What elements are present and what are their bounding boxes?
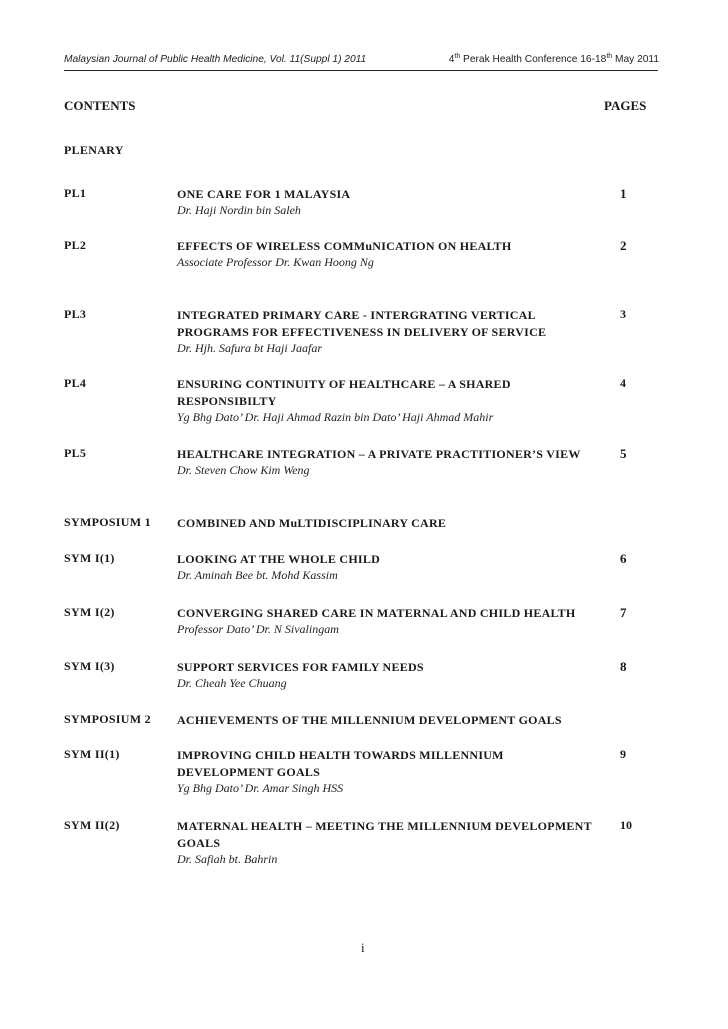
entry-author: Dr. Steven Chow Kim Weng: [177, 463, 310, 477]
entry-author: Associate Professor Dr. Kwan Hoong Ng: [177, 255, 374, 269]
entry-title: ONE CARE FOR 1 MALAYSIA: [177, 187, 351, 201]
entry-title: INTEGRATED PRIMARY CARE - INTERGRATING VERTICAL PROGRAMS FOR EFFECTIVENESS IN DELIVERY OF SERVICE: [177, 308, 547, 339]
entry-code: SYM I(2): [64, 605, 115, 619]
entry-author: Dr. Cheah Yee Chuang: [177, 676, 287, 690]
entry-title: HEALTHCARE INTEGRATION – A PRIVATE PRACTITIONER’S VIEW: [177, 447, 581, 461]
entry-title: MATERNAL HEALTH – MEETING THE MILLENNIUM DEVELOPMENT GOALS: [177, 819, 592, 850]
entry-code: PL1: [64, 186, 87, 200]
entry-code: PL2: [64, 238, 87, 252]
entry-title: ENSURING CONTINUITY OF HEALTHCARE – A SHARED RESPONSIBILTY: [177, 377, 511, 408]
pages-heading: PAGES: [604, 98, 647, 113]
entry-page-number: 3: [620, 307, 626, 321]
entry-title: CONVERGING SHARED CARE IN MATERNAL AND CHILD HEALTH: [177, 606, 576, 620]
entry-code: SYM II(1): [64, 747, 120, 761]
entry-author: Dr. Hjh. Safura bt Haji Jaafar: [177, 341, 323, 355]
symposium-title: ACHIEVEMENTS OF THE MILLENNIUM DEVELOPMENT GOALS: [177, 713, 562, 727]
symposium-title: COMBINED AND MuLTIDISCIPLINARY CARE: [177, 516, 447, 530]
contents-heading: CONTENTS: [64, 98, 136, 113]
entry-title: IMPROVING CHILD HEALTH TOWARDS MILLENNIUM DEVELOPMENT GOALS: [177, 748, 504, 779]
journal-citation: Malaysian Journal of Public Health Medicine, Vol. 11(Suppl 1) 2011: [64, 54, 367, 65]
entry-code: SYM II(2): [64, 818, 120, 832]
plenary-heading: PLENARY: [64, 143, 124, 157]
entry-author: Professor Dato’ Dr. N Sivalingam: [177, 622, 339, 636]
entry-author: Yg Bhg Dato’ Dr. Amar Singh HSS: [177, 781, 344, 795]
entry-author: Dr. Safiah bt. Bahrin: [177, 852, 278, 866]
entry-author: Dr. Aminah Bee bt. Mohd Kassim: [177, 568, 338, 582]
conference-number: 4: [448, 54, 455, 65]
entry-title: EFFECTS OF WIRELESS COMMuNICATION ON HEALTH: [177, 239, 512, 253]
symposium-label: SYMPOSIUM 2: [64, 712, 151, 726]
entry-page-number: 10: [620, 818, 632, 832]
entry-code: SYM I(3): [64, 659, 115, 673]
entry-page-number: 8: [620, 659, 627, 674]
entry-code: PL5: [64, 446, 87, 460]
conference-name: Perak Health Conference 16-18: [460, 54, 607, 65]
entry-page-number: 6: [620, 551, 627, 566]
page-folio: i: [361, 940, 365, 955]
superscript-th: th: [454, 53, 461, 60]
entry-title: LOOKING AT THE WHOLE CHILD: [177, 552, 380, 566]
entry-code: PL3: [64, 307, 87, 321]
entry-page-number: 2: [620, 238, 627, 253]
header-rule: [64, 70, 658, 71]
entry-code: PL4: [64, 376, 87, 390]
entry-page-number: 7: [620, 605, 627, 620]
entry-author: Dr. Haji Nordin bin Saleh: [177, 203, 301, 217]
entry-author: Yg Bhg Dato’ Dr. Haji Ahmad Razin bin Dato’ Haji Ahmad Mahir: [177, 410, 494, 424]
conference-month: May 2011: [612, 54, 659, 65]
entry-page-number: 1: [620, 186, 627, 201]
conference-title: [449, 54, 659, 65]
entry-code: SYM I(1): [64, 551, 115, 565]
symposium-label: SYMPOSIUM 1: [64, 515, 151, 529]
entry-page-number: 4: [620, 376, 626, 390]
entry-page-number: 5: [620, 446, 627, 461]
entry-page-number: 9: [620, 747, 626, 761]
entry-title: SUPPORT SERVICES FOR FAMILY NEEDS: [177, 660, 424, 674]
superscript-th: th: [606, 53, 613, 60]
